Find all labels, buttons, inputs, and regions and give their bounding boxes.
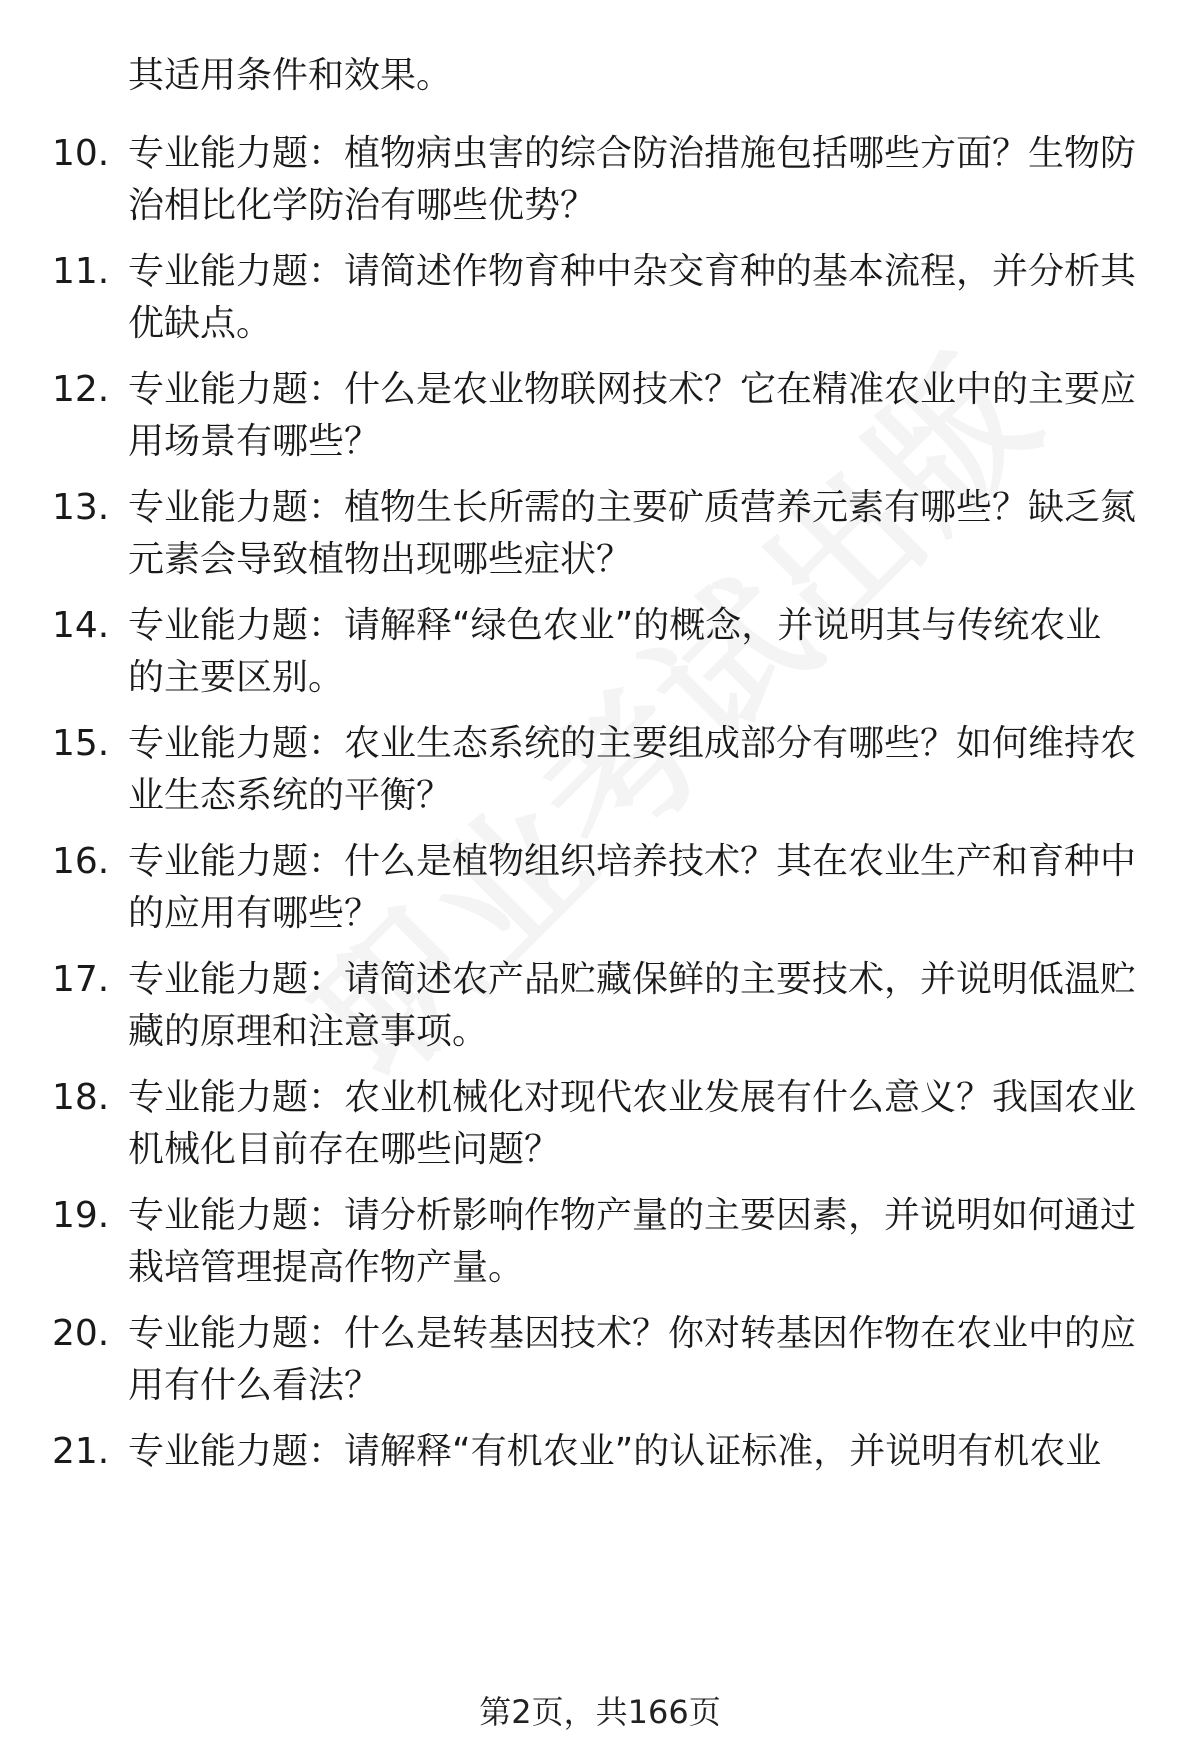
question-line: 专业能力题：请解释“有机农业”的认证标准，并说明有机农业 (128, 1431, 1102, 1472)
question-number: 17. (52, 959, 110, 1000)
question-line: 栽培管理提高作物产量。 (128, 1247, 525, 1288)
question-line: 专业能力题：请简述农产品贮藏保鲜的主要技术，并说明低温贮 (128, 959, 1137, 1000)
question-number: 10. (52, 133, 110, 174)
question-line: 用场景有哪些？ (128, 421, 381, 462)
question-line: 用有什么看法？ (128, 1365, 381, 1406)
question-line: 的主要区别。 (128, 657, 345, 698)
question-number: 20. (52, 1313, 110, 1354)
question-line: 专业能力题：什么是农业物联网技术？它在精准农业中的主要应 (128, 369, 1137, 410)
question-number: 13. (52, 487, 110, 528)
question-line: 专业能力题：什么是植物组织培养技术？其在农业生产和育种中 (128, 841, 1137, 882)
question-number: 18. (52, 1077, 110, 1118)
question-line: 优缺点。 (128, 303, 273, 344)
question-number: 19. (52, 1195, 110, 1236)
question-number: 14. (52, 605, 110, 646)
question-number: 21. (52, 1431, 110, 1472)
question-number: 15. (52, 723, 110, 764)
question-line: 专业能力题：植物生长所需的主要矿质营养元素有哪些？缺乏氮 (128, 487, 1137, 528)
question-number: 16. (52, 841, 110, 882)
question-line: 专业能力题：农业机械化对现代农业发展有什么意义？我国农业 (128, 1077, 1137, 1118)
question-line: 业生态系统的平衡？ (128, 775, 453, 816)
continuation-line: 其适用条件和效果。 (128, 55, 453, 96)
question-line: 专业能力题：请解释“绿色农业”的概念，并说明其与传统农业 (128, 605, 1102, 646)
question-line: 治相比化学防治有哪些优势？ (128, 185, 597, 226)
question-line: 专业能力题：植物病虫害的综合防治措施包括哪些方面？生物防 (128, 133, 1137, 174)
question-line: 元素会导致植物出现哪些症状？ (128, 539, 633, 580)
question-number: 12. (52, 369, 110, 410)
question-line: 的应用有哪些？ (128, 893, 381, 934)
question-line: 专业能力题：请简述作物育种中杂交育种的基本流程，并分析其 (128, 251, 1137, 292)
question-number: 11. (52, 251, 110, 292)
question-line: 专业能力题：什么是转基因技术？你对转基因作物在农业中的应 (128, 1313, 1137, 1354)
question-line: 专业能力题：请分析影响作物产量的主要因素，并说明如何通过 (128, 1195, 1137, 1236)
page-number-footer: 第2页，共166页 (479, 1693, 721, 1731)
question-line: 藏的原理和注意事项。 (128, 1011, 489, 1052)
question-line: 专业能力题：农业生态系统的主要组成部分有哪些？如何维持农 (128, 723, 1137, 764)
question-line: 机械化目前存在哪些问题？ (128, 1129, 561, 1170)
